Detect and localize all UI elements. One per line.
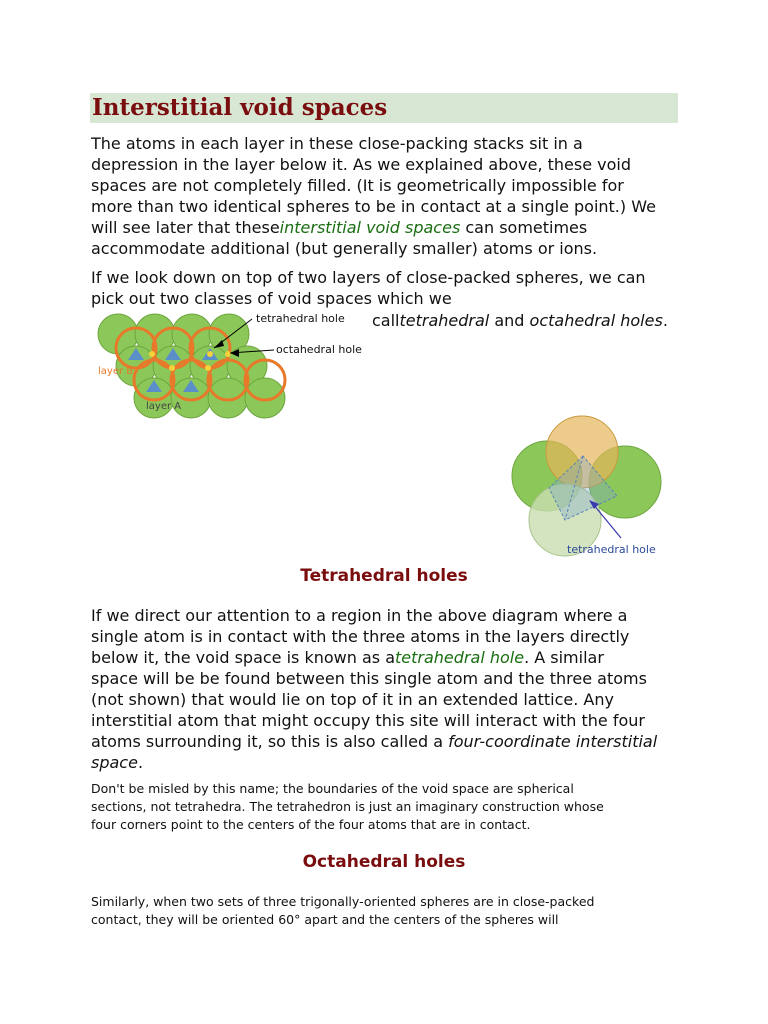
- paragraph-void-classes-end: [372, 310, 668, 331]
- text-line: [91, 752, 657, 773]
- label-layer-b: layer B: [98, 366, 134, 377]
- paragraph-intro: [91, 133, 656, 259]
- label-octahedral-hole: octahedral hole: [276, 343, 362, 356]
- text-line: The atoms in each layer in these close-packing stacks sit in a: [91, 134, 583, 153]
- text-line: spaces are not completely filled. (It is geometrically impossible for: [91, 176, 624, 195]
- paragraph-tetrahedral: [91, 605, 657, 773]
- text-span: . A similar: [524, 648, 604, 667]
- text-line: four corners point to the centers of the four atoms that are in contact.: [91, 817, 531, 832]
- text-span: .: [662, 311, 668, 330]
- term-four-coordinate: four-coordinate interstitial: [448, 732, 658, 751]
- sphere-a: [245, 378, 285, 418]
- text-span: .: [137, 753, 144, 772]
- text-span: and: [489, 311, 530, 330]
- paragraph-octahedral: [91, 893, 594, 929]
- sphere-a: [208, 378, 248, 418]
- term-octahedral-holes: octahedral holes: [529, 311, 663, 330]
- text-line: Similarly, when two sets of three trigonally-oriented spheres are in close-packed: [91, 894, 595, 909]
- label-tetrahedral-hole-2: tetrahedral hole: [567, 543, 656, 556]
- text-span: will see later that these: [91, 218, 280, 237]
- text-line: pick out two classes of void spaces which we: [91, 289, 452, 308]
- label-tetrahedral-hole: tetrahedral hole: [256, 312, 345, 325]
- text-line: Don't be misled by this name; the boundaries of the void space are spherical: [91, 781, 574, 796]
- text-line: If we look down on top of two layers of close-packed spheres, we can: [91, 268, 646, 287]
- text-span: atoms surrounding it, so this is also called a: [91, 732, 449, 751]
- text-line: If we direct our attention to a region in the above diagram where a: [91, 606, 628, 625]
- text-line: depression in the layer below it. As we explained above, these void: [91, 155, 632, 174]
- term-tetrahedral: tetrahedral: [399, 311, 490, 330]
- hole-dot: [207, 351, 213, 357]
- hole-dot: [225, 351, 231, 357]
- hole-dot: [149, 351, 155, 357]
- text-line: sections, not tetrahedra. The tetrahedron is just an imaginary construction whose: [91, 799, 604, 814]
- text-line: (not shown) that would lie on top of it in an extended lattice. Any: [91, 690, 614, 709]
- text-line: more than two identical spheres to be in contact at a single point.) We: [91, 197, 656, 216]
- paragraph-note: [91, 780, 604, 834]
- paragraph-void-classes: [91, 267, 646, 309]
- text-line: contact, they will be oriented 60° apart and the centers of the spheres will: [91, 912, 559, 927]
- term-interstitial-void-spaces: interstitial void spaces: [279, 218, 461, 237]
- text-line: [91, 217, 656, 238]
- close-packing-diagram: [90, 308, 370, 420]
- term-space: space: [91, 753, 138, 772]
- text-line: interstitial atom that might occupy this site will interact with the four: [91, 711, 645, 730]
- page-title: Interstitial void spaces: [92, 94, 388, 121]
- text-line: [91, 647, 657, 668]
- term-tetrahedral-hole: tetrahedral hole: [395, 648, 525, 667]
- text-span: call: [372, 311, 400, 330]
- section-heading-octahedral: Octahedral holes: [302, 852, 466, 872]
- text-line: accommodate additional (but generally smaller) atoms or ions.: [91, 239, 598, 258]
- heading-bar: [90, 93, 678, 123]
- tetrahedral-hole-diagram: [505, 408, 685, 566]
- text-line: [91, 731, 657, 752]
- text-line: space will be be found between this single atom and the three atoms: [91, 669, 647, 688]
- text-line: single atom is in contact with the three atoms in the layers directly: [91, 627, 630, 646]
- section-heading-tetrahedral: Tetrahedral holes: [300, 566, 468, 586]
- hole-dot: [205, 365, 211, 371]
- text-span: below it, the void space is known as a: [91, 648, 396, 667]
- text-span: can sometimes: [460, 218, 588, 237]
- label-layer-a: layer A: [146, 401, 182, 412]
- hole-dot: [169, 365, 175, 371]
